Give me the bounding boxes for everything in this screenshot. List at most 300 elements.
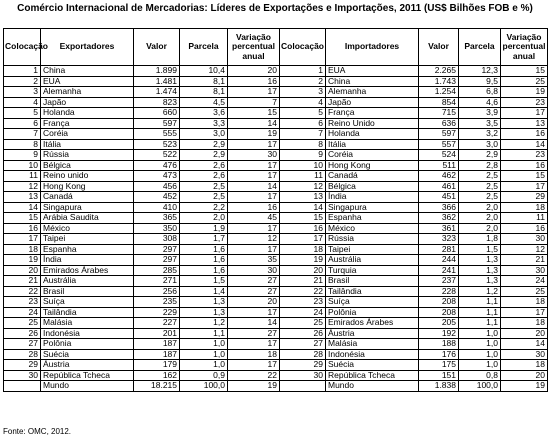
header-change-imp: Variação percentual anual <box>501 29 548 66</box>
cell-share-exp: 1,6 <box>180 244 228 255</box>
cell-exporter: Hong Kong <box>41 181 134 192</box>
cell-change-imp: 17 <box>501 307 548 318</box>
cell-value-exp: 229 <box>134 307 180 318</box>
cell-change-exp: 20 <box>228 66 280 77</box>
cell-value-imp: 1.743 <box>419 76 459 87</box>
cell-share-exp: 2,9 <box>180 139 228 150</box>
cell-share-imp: 0,8 <box>459 370 501 381</box>
cell-rank-imp: 9 <box>280 150 326 161</box>
trade-table <box>3 28 548 392</box>
cell-share-imp: 12,3 <box>459 66 501 77</box>
cell-share-imp: 2,8 <box>459 160 501 171</box>
cell-change-imp: 16 <box>501 129 548 140</box>
cell-share-imp: 1,2 <box>459 286 501 297</box>
table-row <box>4 192 548 203</box>
cell-importer: Espanha <box>326 213 419 224</box>
cell-rank-exp: 3 <box>4 87 41 98</box>
cell-share-exp: 1,0 <box>180 339 228 350</box>
cell-value-imp: 451 <box>419 192 459 203</box>
cell-exporter: Mundo <box>41 381 134 392</box>
table-row <box>4 118 548 129</box>
cell-exporter: Singapura <box>41 202 134 213</box>
cell-value-imp: 462 <box>419 171 459 182</box>
cell-value-exp: 1.899 <box>134 66 180 77</box>
cell-change-imp: 18 <box>501 297 548 308</box>
cell-exporter: Suécia <box>41 349 134 360</box>
cell-rank-exp: 23 <box>4 297 41 308</box>
cell-value-imp: 2.265 <box>419 66 459 77</box>
cell-value-exp: 597 <box>134 118 180 129</box>
cell-importer: Itália <box>326 139 419 150</box>
table-row <box>4 213 548 224</box>
header-value-exp: Valor <box>134 29 180 66</box>
table-row <box>4 255 548 266</box>
cell-share-imp: 2,9 <box>459 150 501 161</box>
cell-rank-exp: 2 <box>4 76 41 87</box>
cell-share-exp: 2,9 <box>180 150 228 161</box>
cell-share-exp: 2,2 <box>180 202 228 213</box>
cell-share-exp: 1,6 <box>180 255 228 266</box>
cell-importer: Malásia <box>326 339 419 350</box>
cell-change-exp: 17 <box>228 192 280 203</box>
cell-rank-imp: 26 <box>280 328 326 339</box>
cell-change-exp: 16 <box>228 202 280 213</box>
cell-value-imp: 208 <box>419 297 459 308</box>
cell-exporter: França <box>41 118 134 129</box>
header-rank-imp: Colocação <box>280 29 326 66</box>
cell-rank-imp: 27 <box>280 339 326 350</box>
cell-value-imp: 192 <box>419 328 459 339</box>
cell-value-exp: 187 <box>134 349 180 360</box>
cell-value-exp: 271 <box>134 276 180 287</box>
cell-importer: Holanda <box>326 129 419 140</box>
cell-change-exp: 12 <box>228 234 280 245</box>
cell-share-imp: 2,5 <box>459 171 501 182</box>
cell-value-imp: 715 <box>419 108 459 119</box>
cell-share-imp: 1,1 <box>459 307 501 318</box>
cell-value-exp: 476 <box>134 160 180 171</box>
cell-exporter: Coréia <box>41 129 134 140</box>
cell-exporter: Rússia <box>41 150 134 161</box>
cell-change-exp: 17 <box>228 244 280 255</box>
cell-rank-exp: 7 <box>4 129 41 140</box>
cell-share-imp: 3,5 <box>459 118 501 129</box>
cell-change-exp: 30 <box>228 150 280 161</box>
cell-importer: República Tcheca <box>326 370 419 381</box>
cell-share-exp: 1,0 <box>180 349 228 360</box>
cell-value-imp: 1.838 <box>419 381 459 392</box>
cell-rank-exp: 1 <box>4 66 41 77</box>
header-share-exp: Parcela <box>180 29 228 66</box>
cell-share-exp: 3,0 <box>180 129 228 140</box>
cell-rank-exp: 5 <box>4 108 41 119</box>
cell-share-imp: 2,5 <box>459 181 501 192</box>
cell-rank-imp: 19 <box>280 255 326 266</box>
cell-importer: Áustria <box>326 328 419 339</box>
cell-share-exp: 1,7 <box>180 234 228 245</box>
cell-value-imp: 151 <box>419 370 459 381</box>
cell-share-imp: 1,5 <box>459 244 501 255</box>
table-row <box>4 349 548 360</box>
cell-rank-imp: 11 <box>280 171 326 182</box>
cell-change-imp: 17 <box>501 108 548 119</box>
cell-rank-exp: 15 <box>4 213 41 224</box>
cell-share-imp: 6,8 <box>459 87 501 98</box>
cell-value-imp: 524 <box>419 150 459 161</box>
table-row <box>4 223 548 234</box>
cell-rank-imp: 1 <box>280 66 326 77</box>
cell-importer: Rússia <box>326 234 419 245</box>
cell-importer: Suécia <box>326 360 419 371</box>
cell-value-imp: 241 <box>419 265 459 276</box>
cell-value-exp: 456 <box>134 181 180 192</box>
cell-rank-imp: 5 <box>280 108 326 119</box>
table-row <box>4 286 548 297</box>
cell-rank-exp: 16 <box>4 223 41 234</box>
cell-share-exp: 1,0 <box>180 360 228 371</box>
table-row <box>4 307 548 318</box>
cell-change-exp: 14 <box>228 318 280 329</box>
cell-value-exp: 410 <box>134 202 180 213</box>
cell-change-exp: 17 <box>228 360 280 371</box>
cell-value-imp: 323 <box>419 234 459 245</box>
cell-rank-imp: 16 <box>280 223 326 234</box>
cell-importer: Indonésia <box>326 349 419 360</box>
table-row <box>4 108 548 119</box>
table-row <box>4 381 548 392</box>
cell-change-imp: 13 <box>501 118 548 129</box>
cell-importer: México <box>326 223 419 234</box>
cell-change-exp: 19 <box>228 381 280 392</box>
cell-exporter: Taipei <box>41 234 134 245</box>
cell-change-imp: 19 <box>501 87 548 98</box>
cell-value-imp: 597 <box>419 129 459 140</box>
cell-change-exp: 14 <box>228 118 280 129</box>
cell-importer: Mundo <box>326 381 419 392</box>
cell-rank-exp: 13 <box>4 192 41 203</box>
cell-importer: Alemanha <box>326 87 419 98</box>
cell-share-imp: 2,5 <box>459 192 501 203</box>
cell-rank-exp: 26 <box>4 328 41 339</box>
cell-change-exp: 17 <box>228 307 280 318</box>
cell-value-imp: 228 <box>419 286 459 297</box>
cell-share-exp: 1,5 <box>180 276 228 287</box>
cell-importer: Taipei <box>326 244 419 255</box>
cell-share-imp: 1,3 <box>459 265 501 276</box>
cell-change-imp: 23 <box>501 150 548 161</box>
header-exporters: Exportadores <box>41 29 134 66</box>
cell-importer: Tailândia <box>326 286 419 297</box>
cell-change-exp: 16 <box>228 76 280 87</box>
cell-change-exp: 30 <box>228 265 280 276</box>
cell-rank-imp: 3 <box>280 87 326 98</box>
cell-rank-exp: 10 <box>4 160 41 171</box>
cell-rank-exp: 25 <box>4 318 41 329</box>
table-row <box>4 265 548 276</box>
cell-value-imp: 188 <box>419 339 459 350</box>
cell-value-exp: 256 <box>134 286 180 297</box>
table-row <box>4 328 548 339</box>
cell-rank-exp: 9 <box>4 150 41 161</box>
cell-exporter: Canadá <box>41 192 134 203</box>
cell-value-exp: 308 <box>134 234 180 245</box>
cell-exporter: Índia <box>41 255 134 266</box>
cell-value-exp: 162 <box>134 370 180 381</box>
cell-share-exp: 1,3 <box>180 307 228 318</box>
cell-rank-exp: 6 <box>4 118 41 129</box>
cell-share-exp: 0,9 <box>180 370 228 381</box>
table-row <box>4 139 548 150</box>
table-row <box>4 244 548 255</box>
cell-exporter: Holanda <box>41 108 134 119</box>
cell-change-imp: 14 <box>501 139 548 150</box>
table-row <box>4 339 548 350</box>
cell-importer: Turquia <box>326 265 419 276</box>
cell-rank-imp: 17 <box>280 234 326 245</box>
cell-rank-imp: 20 <box>280 265 326 276</box>
header-importers: Importadores <box>326 29 419 66</box>
cell-share-imp: 9,5 <box>459 76 501 87</box>
cell-share-exp: 10,4 <box>180 66 228 77</box>
cell-exporter: Itália <box>41 139 134 150</box>
cell-share-exp: 8,1 <box>180 76 228 87</box>
cell-change-exp: 17 <box>228 160 280 171</box>
cell-change-imp: 15 <box>501 171 548 182</box>
cell-share-imp: 1,1 <box>459 318 501 329</box>
cell-value-exp: 1.474 <box>134 87 180 98</box>
cell-change-imp: 20 <box>501 328 548 339</box>
cell-exporter: Reino unido <box>41 171 134 182</box>
cell-rank-imp: 12 <box>280 181 326 192</box>
cell-importer: França <box>326 108 419 119</box>
cell-change-imp: 17 <box>501 181 548 192</box>
cell-share-exp: 3,3 <box>180 118 228 129</box>
cell-share-exp: 2,5 <box>180 181 228 192</box>
cell-exporter: China <box>41 66 134 77</box>
cell-exporter: Brasil <box>41 286 134 297</box>
cell-importer: Brasil <box>326 276 419 287</box>
cell-rank-imp: 23 <box>280 297 326 308</box>
cell-value-exp: 555 <box>134 129 180 140</box>
cell-share-imp: 3,0 <box>459 139 501 150</box>
cell-value-imp: 205 <box>419 318 459 329</box>
cell-rank-imp: 29 <box>280 360 326 371</box>
table-row <box>4 150 548 161</box>
table-row <box>4 318 548 329</box>
cell-rank-imp: 7 <box>280 129 326 140</box>
cell-rank-exp: 18 <box>4 244 41 255</box>
cell-importer: Bélgica <box>326 181 419 192</box>
cell-change-exp: 17 <box>228 339 280 350</box>
cell-exporter: EUA <box>41 76 134 87</box>
cell-change-imp: 18 <box>501 202 548 213</box>
cell-rank-exp: 21 <box>4 276 41 287</box>
cell-share-exp: 3,6 <box>180 108 228 119</box>
cell-exporter: Alemanha <box>41 87 134 98</box>
table-row <box>4 297 548 308</box>
cell-change-imp: 25 <box>501 286 548 297</box>
cell-rank-imp: 8 <box>280 139 326 150</box>
cell-change-imp: 18 <box>501 360 548 371</box>
cell-share-imp: 1,0 <box>459 328 501 339</box>
cell-share-imp: 1,3 <box>459 276 501 287</box>
cell-value-imp: 176 <box>419 349 459 360</box>
cell-change-imp: 18 <box>501 318 548 329</box>
cell-value-imp: 362 <box>419 213 459 224</box>
table-row <box>4 370 548 381</box>
table-row <box>4 97 548 108</box>
cell-rank-exp: 19 <box>4 255 41 266</box>
table-row <box>4 171 548 182</box>
cell-share-exp: 2,0 <box>180 213 228 224</box>
cell-share-imp: 1,0 <box>459 349 501 360</box>
cell-rank-exp: 24 <box>4 307 41 318</box>
cell-importer: Polônia <box>326 307 419 318</box>
cell-change-imp: 16 <box>501 223 548 234</box>
table-row <box>4 181 548 192</box>
cell-change-imp: 11 <box>501 213 548 224</box>
cell-change-imp: 29 <box>501 192 548 203</box>
cell-value-imp: 281 <box>419 244 459 255</box>
cell-value-exp: 18.215 <box>134 381 180 392</box>
cell-rank-exp: 12 <box>4 181 41 192</box>
cell-share-imp: 1,3 <box>459 255 501 266</box>
cell-value-imp: 244 <box>419 255 459 266</box>
cell-value-exp: 227 <box>134 318 180 329</box>
cell-value-imp: 557 <box>419 139 459 150</box>
cell-change-exp: 35 <box>228 255 280 266</box>
cell-rank-exp: 14 <box>4 202 41 213</box>
cell-change-imp: 21 <box>501 255 548 266</box>
cell-exporter: Bélgica <box>41 160 134 171</box>
cell-value-imp: 636 <box>419 118 459 129</box>
cell-rank-exp: 28 <box>4 349 41 360</box>
cell-exporter: Austrália <box>41 276 134 287</box>
cell-change-imp: 30 <box>501 349 548 360</box>
cell-change-imp: 14 <box>501 339 548 350</box>
cell-rank-exp: 20 <box>4 265 41 276</box>
header-share-imp: Parcela <box>459 29 501 66</box>
cell-exporter: República Tcheca <box>41 370 134 381</box>
cell-share-exp: 2,5 <box>180 192 228 203</box>
cell-importer: EUA <box>326 66 419 77</box>
header-rank-exp: Colocação <box>4 29 41 66</box>
cell-importer: Canadá <box>326 171 419 182</box>
cell-share-exp: 1,3 <box>180 297 228 308</box>
cell-value-exp: 452 <box>134 192 180 203</box>
cell-share-imp: 2,0 <box>459 202 501 213</box>
cell-share-imp: 1,1 <box>459 297 501 308</box>
cell-share-exp: 1,9 <box>180 223 228 234</box>
cell-rank-imp: 14 <box>280 202 326 213</box>
cell-change-imp: 30 <box>501 234 548 245</box>
cell-rank-exp <box>4 381 41 392</box>
table-row <box>4 66 548 77</box>
cell-rank-exp: 22 <box>4 286 41 297</box>
cell-importer: Suíça <box>326 297 419 308</box>
source-note: Fonte: OMC, 2012. <box>3 427 72 436</box>
cell-share-imp: 1,0 <box>459 339 501 350</box>
cell-change-exp: 20 <box>228 297 280 308</box>
cell-value-exp: 235 <box>134 297 180 308</box>
cell-importer: Índia <box>326 192 419 203</box>
cell-share-exp: 1,6 <box>180 265 228 276</box>
header-value-imp: Valor <box>419 29 459 66</box>
cell-rank-exp: 8 <box>4 139 41 150</box>
cell-change-exp: 27 <box>228 286 280 297</box>
cell-value-exp: 179 <box>134 360 180 371</box>
table-row <box>4 76 548 87</box>
cell-change-imp: 16 <box>501 160 548 171</box>
cell-value-exp: 523 <box>134 139 180 150</box>
cell-exporter: Arábia Saudita <box>41 213 134 224</box>
cell-value-imp: 511 <box>419 160 459 171</box>
cell-importer: Japão <box>326 97 419 108</box>
cell-rank-imp <box>280 381 326 392</box>
cell-share-imp: 1,8 <box>459 234 501 245</box>
cell-change-exp: 45 <box>228 213 280 224</box>
cell-rank-imp: 24 <box>280 307 326 318</box>
cell-value-imp: 854 <box>419 97 459 108</box>
table-row <box>4 276 548 287</box>
cell-exporter: Indonésia <box>41 328 134 339</box>
cell-change-exp: 18 <box>228 349 280 360</box>
cell-share-imp: 2,0 <box>459 213 501 224</box>
cell-importer: Singapura <box>326 202 419 213</box>
cell-share-imp: 1,0 <box>459 360 501 371</box>
cell-rank-exp: 4 <box>4 97 41 108</box>
cell-rank-imp: 22 <box>280 286 326 297</box>
cell-change-exp: 27 <box>228 328 280 339</box>
table-row <box>4 160 548 171</box>
cell-rank-imp: 4 <box>280 97 326 108</box>
cell-value-imp: 208 <box>419 307 459 318</box>
cell-share-imp: 4,6 <box>459 97 501 108</box>
cell-change-imp: 23 <box>501 97 548 108</box>
cell-rank-exp: 17 <box>4 234 41 245</box>
cell-share-exp: 100,0 <box>180 381 228 392</box>
cell-rank-exp: 11 <box>4 171 41 182</box>
cell-exporter: Malásia <box>41 318 134 329</box>
cell-rank-imp: 13 <box>280 192 326 203</box>
cell-value-exp: 1.481 <box>134 76 180 87</box>
cell-share-exp: 4,5 <box>180 97 228 108</box>
cell-value-exp: 660 <box>134 108 180 119</box>
cell-share-exp: 8,1 <box>180 87 228 98</box>
cell-exporter: Espanha <box>41 244 134 255</box>
table-title: Comércio Internacional de Mercadorias: Líderes de Exportações e Importações, 2011 (US$ Bilhões FOB e %) <box>17 3 533 14</box>
cell-rank-imp: 18 <box>280 244 326 255</box>
cell-change-imp: 25 <box>501 76 548 87</box>
cell-share-exp: 2,6 <box>180 171 228 182</box>
cell-exporter: Emirados Árabes <box>41 265 134 276</box>
cell-exporter: Japão <box>41 97 134 108</box>
cell-value-exp: 297 <box>134 255 180 266</box>
cell-share-imp: 100,0 <box>459 381 501 392</box>
table-row <box>4 202 548 213</box>
cell-value-imp: 175 <box>419 360 459 371</box>
cell-value-imp: 366 <box>419 202 459 213</box>
cell-share-imp: 2,0 <box>459 223 501 234</box>
cell-share-exp: 1,1 <box>180 328 228 339</box>
cell-rank-imp: 30 <box>280 370 326 381</box>
cell-rank-imp: 21 <box>280 276 326 287</box>
cell-change-exp: 14 <box>228 181 280 192</box>
cell-value-imp: 361 <box>419 223 459 234</box>
cell-exporter: Polônia <box>41 339 134 350</box>
header-change-exp: Variação percentual anual <box>228 29 280 66</box>
cell-change-imp: 19 <box>501 381 548 392</box>
